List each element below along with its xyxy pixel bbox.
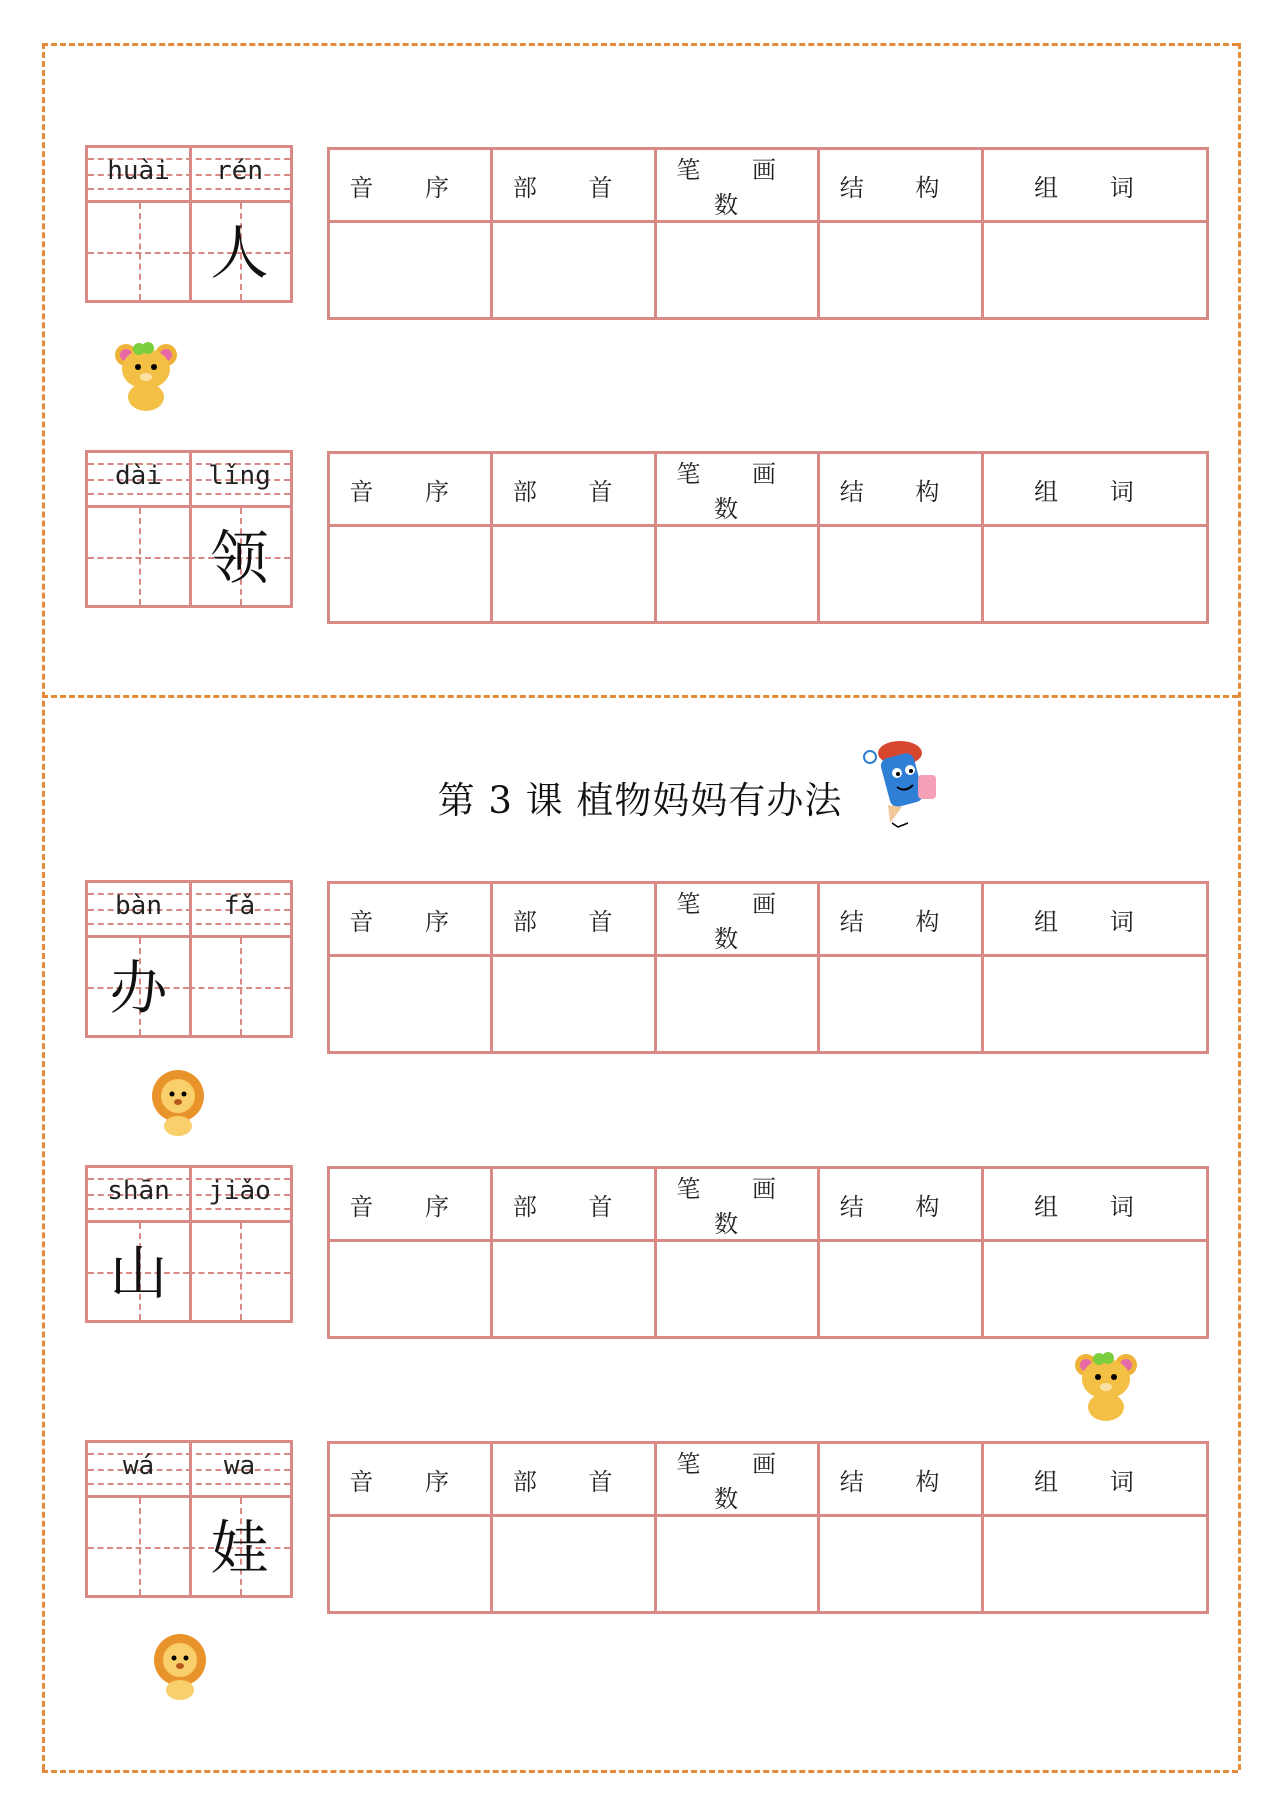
answer-cell[interactable]	[819, 222, 982, 319]
character-info-table	[327, 881, 1209, 1054]
hanzi-character: 山	[109, 1239, 168, 1307]
bottom-cut-line	[42, 1770, 1238, 1773]
pinyin-syllable: dài	[115, 461, 162, 491]
header-yinxu: 音 序	[329, 453, 492, 526]
answer-cell[interactable]	[982, 1516, 1207, 1613]
character-info-table	[327, 451, 1209, 624]
header-bushou: 部 首	[492, 149, 655, 222]
header-yinxu: 音 序	[329, 1168, 492, 1241]
answer-cell[interactable]	[329, 526, 492, 623]
header-yinxu: 音 序	[329, 1443, 492, 1516]
hanzi-character: 领	[210, 524, 269, 592]
answer-cell[interactable]	[655, 526, 818, 623]
pinyin-syllable: shān	[107, 1176, 170, 1206]
answer-cell[interactable]	[819, 1241, 982, 1338]
answer-cell[interactable]	[982, 526, 1207, 623]
lion-icon	[150, 1632, 210, 1700]
header-jiegou: 结 构	[819, 1443, 982, 1516]
middle-cut-line	[42, 695, 1238, 698]
answer-cell[interactable]	[819, 1516, 982, 1613]
header-zuci: 组 词	[982, 1168, 1207, 1241]
header-jiegou: 结 构	[819, 1168, 982, 1241]
left-cut-line	[42, 43, 45, 1770]
answer-cell[interactable]	[819, 956, 982, 1053]
pinyin-syllable: huài	[107, 156, 170, 186]
pinyin-char-grid	[85, 1440, 293, 1598]
header-jiegou: 结 构	[819, 149, 982, 222]
header-bushou: 部 首	[492, 883, 655, 956]
answer-cell[interactable]	[329, 1516, 492, 1613]
pinyin-syllable: lǐng	[208, 461, 271, 491]
answer-cell[interactable]	[982, 956, 1207, 1053]
answer-cell[interactable]	[655, 1241, 818, 1338]
header-bihuashu: 笔 画 数	[655, 1443, 818, 1516]
lesson-title: 第 3 课 植物妈妈有办法	[437, 779, 843, 822]
answer-cell[interactable]	[492, 956, 655, 1053]
header-bushou: 部 首	[492, 1443, 655, 1516]
character-info-table	[327, 147, 1209, 320]
top-cut-line	[42, 43, 1238, 46]
pinyin-char-grid	[85, 145, 293, 303]
answer-cell[interactable]	[982, 222, 1207, 319]
pinyin-syllable: bàn	[115, 891, 162, 921]
header-yinxu: 音 序	[329, 883, 492, 956]
character-info-table	[327, 1441, 1209, 1614]
header-bihuashu: 笔 画 数	[655, 883, 818, 956]
header-zuci: 组 词	[982, 1443, 1207, 1516]
header-yinxu: 音 序	[329, 149, 492, 222]
header-bihuashu: 笔 画 数	[655, 453, 818, 526]
header-zuci: 组 词	[982, 453, 1207, 526]
pinyin-syllable: fǎ	[223, 891, 256, 921]
answer-cell[interactable]	[329, 1241, 492, 1338]
header-bihuashu: 笔 画 数	[655, 149, 818, 222]
answer-cell[interactable]	[492, 1516, 655, 1613]
right-cut-line	[1238, 43, 1241, 1770]
bear-icon	[1068, 1345, 1146, 1423]
header-jiegou: 结 构	[819, 883, 982, 956]
answer-cell[interactable]	[655, 956, 818, 1053]
pinyin-syllable: rén	[216, 156, 263, 186]
header-jiegou: 结 构	[819, 453, 982, 526]
pinyin-char-grid	[85, 1165, 293, 1323]
header-zuci: 组 词	[982, 149, 1207, 222]
answer-cell[interactable]	[492, 526, 655, 623]
answer-cell[interactable]	[655, 222, 818, 319]
hanzi-character: 娃	[210, 1514, 269, 1582]
hanzi-character: 办	[109, 954, 168, 1022]
answer-cell[interactable]	[492, 222, 655, 319]
pinyin-syllable: jiǎo	[208, 1176, 271, 1206]
pinyin-syllable: wá	[122, 1451, 155, 1481]
character-info-table	[327, 1166, 1209, 1339]
pinyin-char-grid	[85, 880, 293, 1038]
header-bushou: 部 首	[492, 1168, 655, 1241]
pinyin-char-grid	[85, 450, 293, 608]
answer-cell[interactable]	[492, 1241, 655, 1338]
bear-icon	[108, 335, 186, 413]
answer-cell[interactable]	[329, 222, 492, 319]
header-bushou: 部 首	[492, 453, 655, 526]
header-zuci: 组 词	[982, 883, 1207, 956]
answer-cell[interactable]	[982, 1241, 1207, 1338]
answer-cell[interactable]	[655, 1516, 818, 1613]
header-bihuashu: 笔 画 数	[655, 1168, 818, 1241]
lion-icon	[148, 1068, 208, 1136]
hanzi-character: 人	[210, 219, 269, 287]
answer-cell[interactable]	[819, 526, 982, 623]
pencil-mascot-icon	[860, 735, 950, 830]
answer-cell[interactable]	[329, 956, 492, 1053]
pinyin-syllable: wa	[223, 1451, 256, 1481]
